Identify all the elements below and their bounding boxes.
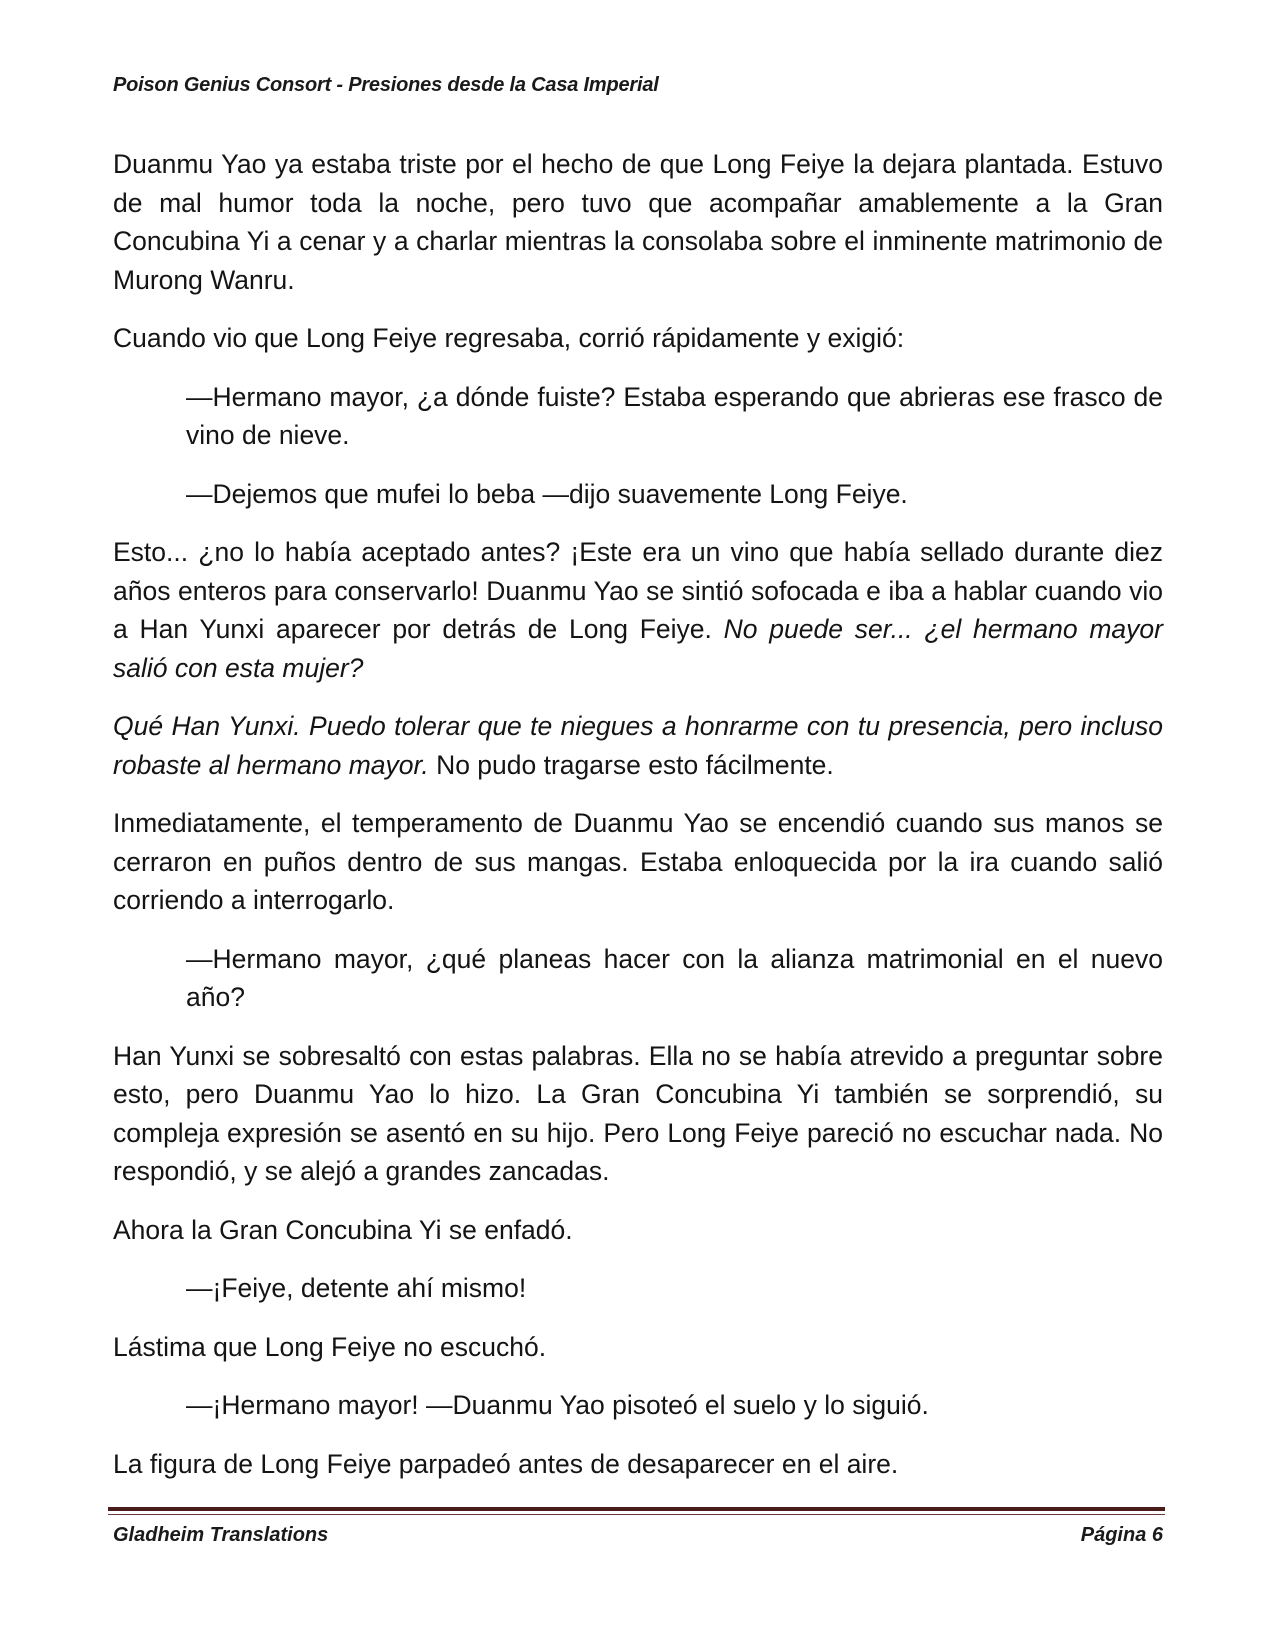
footer-page-number: Página 6: [1080, 1524, 1163, 1546]
inner-thought: Qué Han Yunxi. Puedo tolerar que te niegues a honrarme con tu presencia, pero incluso robaste al hermano mayor.: [113, 711, 1163, 780]
inner-thought: No puede ser... ¿el hermano mayor salió con esta mujer?: [113, 614, 1163, 683]
paragraph-9: La figura de Long Feiye parpadeó antes de desaparecer en el aire.: [113, 1448, 899, 1479]
body-text: [113, 145, 1163, 1503]
dialogue-1: —Hermano mayor, ¿a dónde fuiste? Estaba esperando que abrieras ese frasco de vino de nieve.: [186, 381, 1163, 450]
paragraph-3: Esto... ¿no lo había aceptado antes? ¡Este era un vino que había sellado durante diez años enteros para conservarlo! Duanmu Yao se sintió sofocada e iba a hablar cuando vio a Han Yunxi aparecer por detrás de Long Feiye. No puede ser... ¿el hermano mayor salió con esta mujer?: [113, 537, 1163, 683]
footer-divider: [108, 1507, 1165, 1511]
paragraph-6: Han Yunxi se sobresaltó con estas palabras. Ella no se había atrevido a preguntar sobre esto, pero Duanmu Yao lo hizo. La Gran Concubina Yi también se sorprendió, su compleja expresión se asentó en su hijo. Pero Long Feiye pareció no escuchar nada. No respondió, y se alejó a grandes zancadas.: [113, 1040, 1163, 1186]
page-header-title: Poison Genius Consort - Presiones desde la Casa Imperial: [113, 74, 659, 96]
paragraph-5: Inmediatamente, el temperamento de Duanmu Yao se encendió cuando sus manos se cerraron en puños dentro de sus mangas. Estaba enloquecida por la ira cuando salió corriendo a interrogarlo.: [113, 808, 1163, 915]
paragraph-2: Cuando vio que Long Feiye regresaba, corrió rápidamente y exigió:: [113, 323, 905, 353]
paragraph-7: Ahora la Gran Concubina Yi se enfadó.: [113, 1214, 573, 1245]
footer-divider-thin: [108, 1514, 1165, 1515]
dialogue-4: —¡Feiye, detente ahí mismo!: [186, 1273, 527, 1303]
dialogue-5: —¡Hermano mayor! —Duanmu Yao pisoteó el suelo y lo siguió.: [186, 1390, 929, 1420]
paragraph-4: Qué Han Yunxi. Puedo tolerar que te niegues a honrarme con tu presencia, pero incluso robaste al hermano mayor. No pudo tragarse esto fácilmente.: [113, 711, 1163, 780]
footer-publisher: Gladheim Translations: [113, 1524, 329, 1546]
dialogue-2: —Dejemos que mufei lo beba —dijo suavemente Long Feiye.: [186, 478, 908, 509]
paragraph-8: Lástima que Long Feiye no escuchó.: [113, 1331, 547, 1362]
paragraph-1: Duanmu Yao ya estaba triste por el hecho de que Long Feiye la dejara plantada. Estuvo de mal humor toda la noche, pero tuvo que acompañar amablemente a la Gran Concubina Yi a cenar y a charlar mientras la consolaba sobre el inminente matrimonio de Murong Wanru.: [113, 149, 1163, 295]
dialogue-3: —Hermano mayor, ¿qué planeas hacer con la alianza matrimonial en el nuevo año?: [186, 943, 1163, 1012]
